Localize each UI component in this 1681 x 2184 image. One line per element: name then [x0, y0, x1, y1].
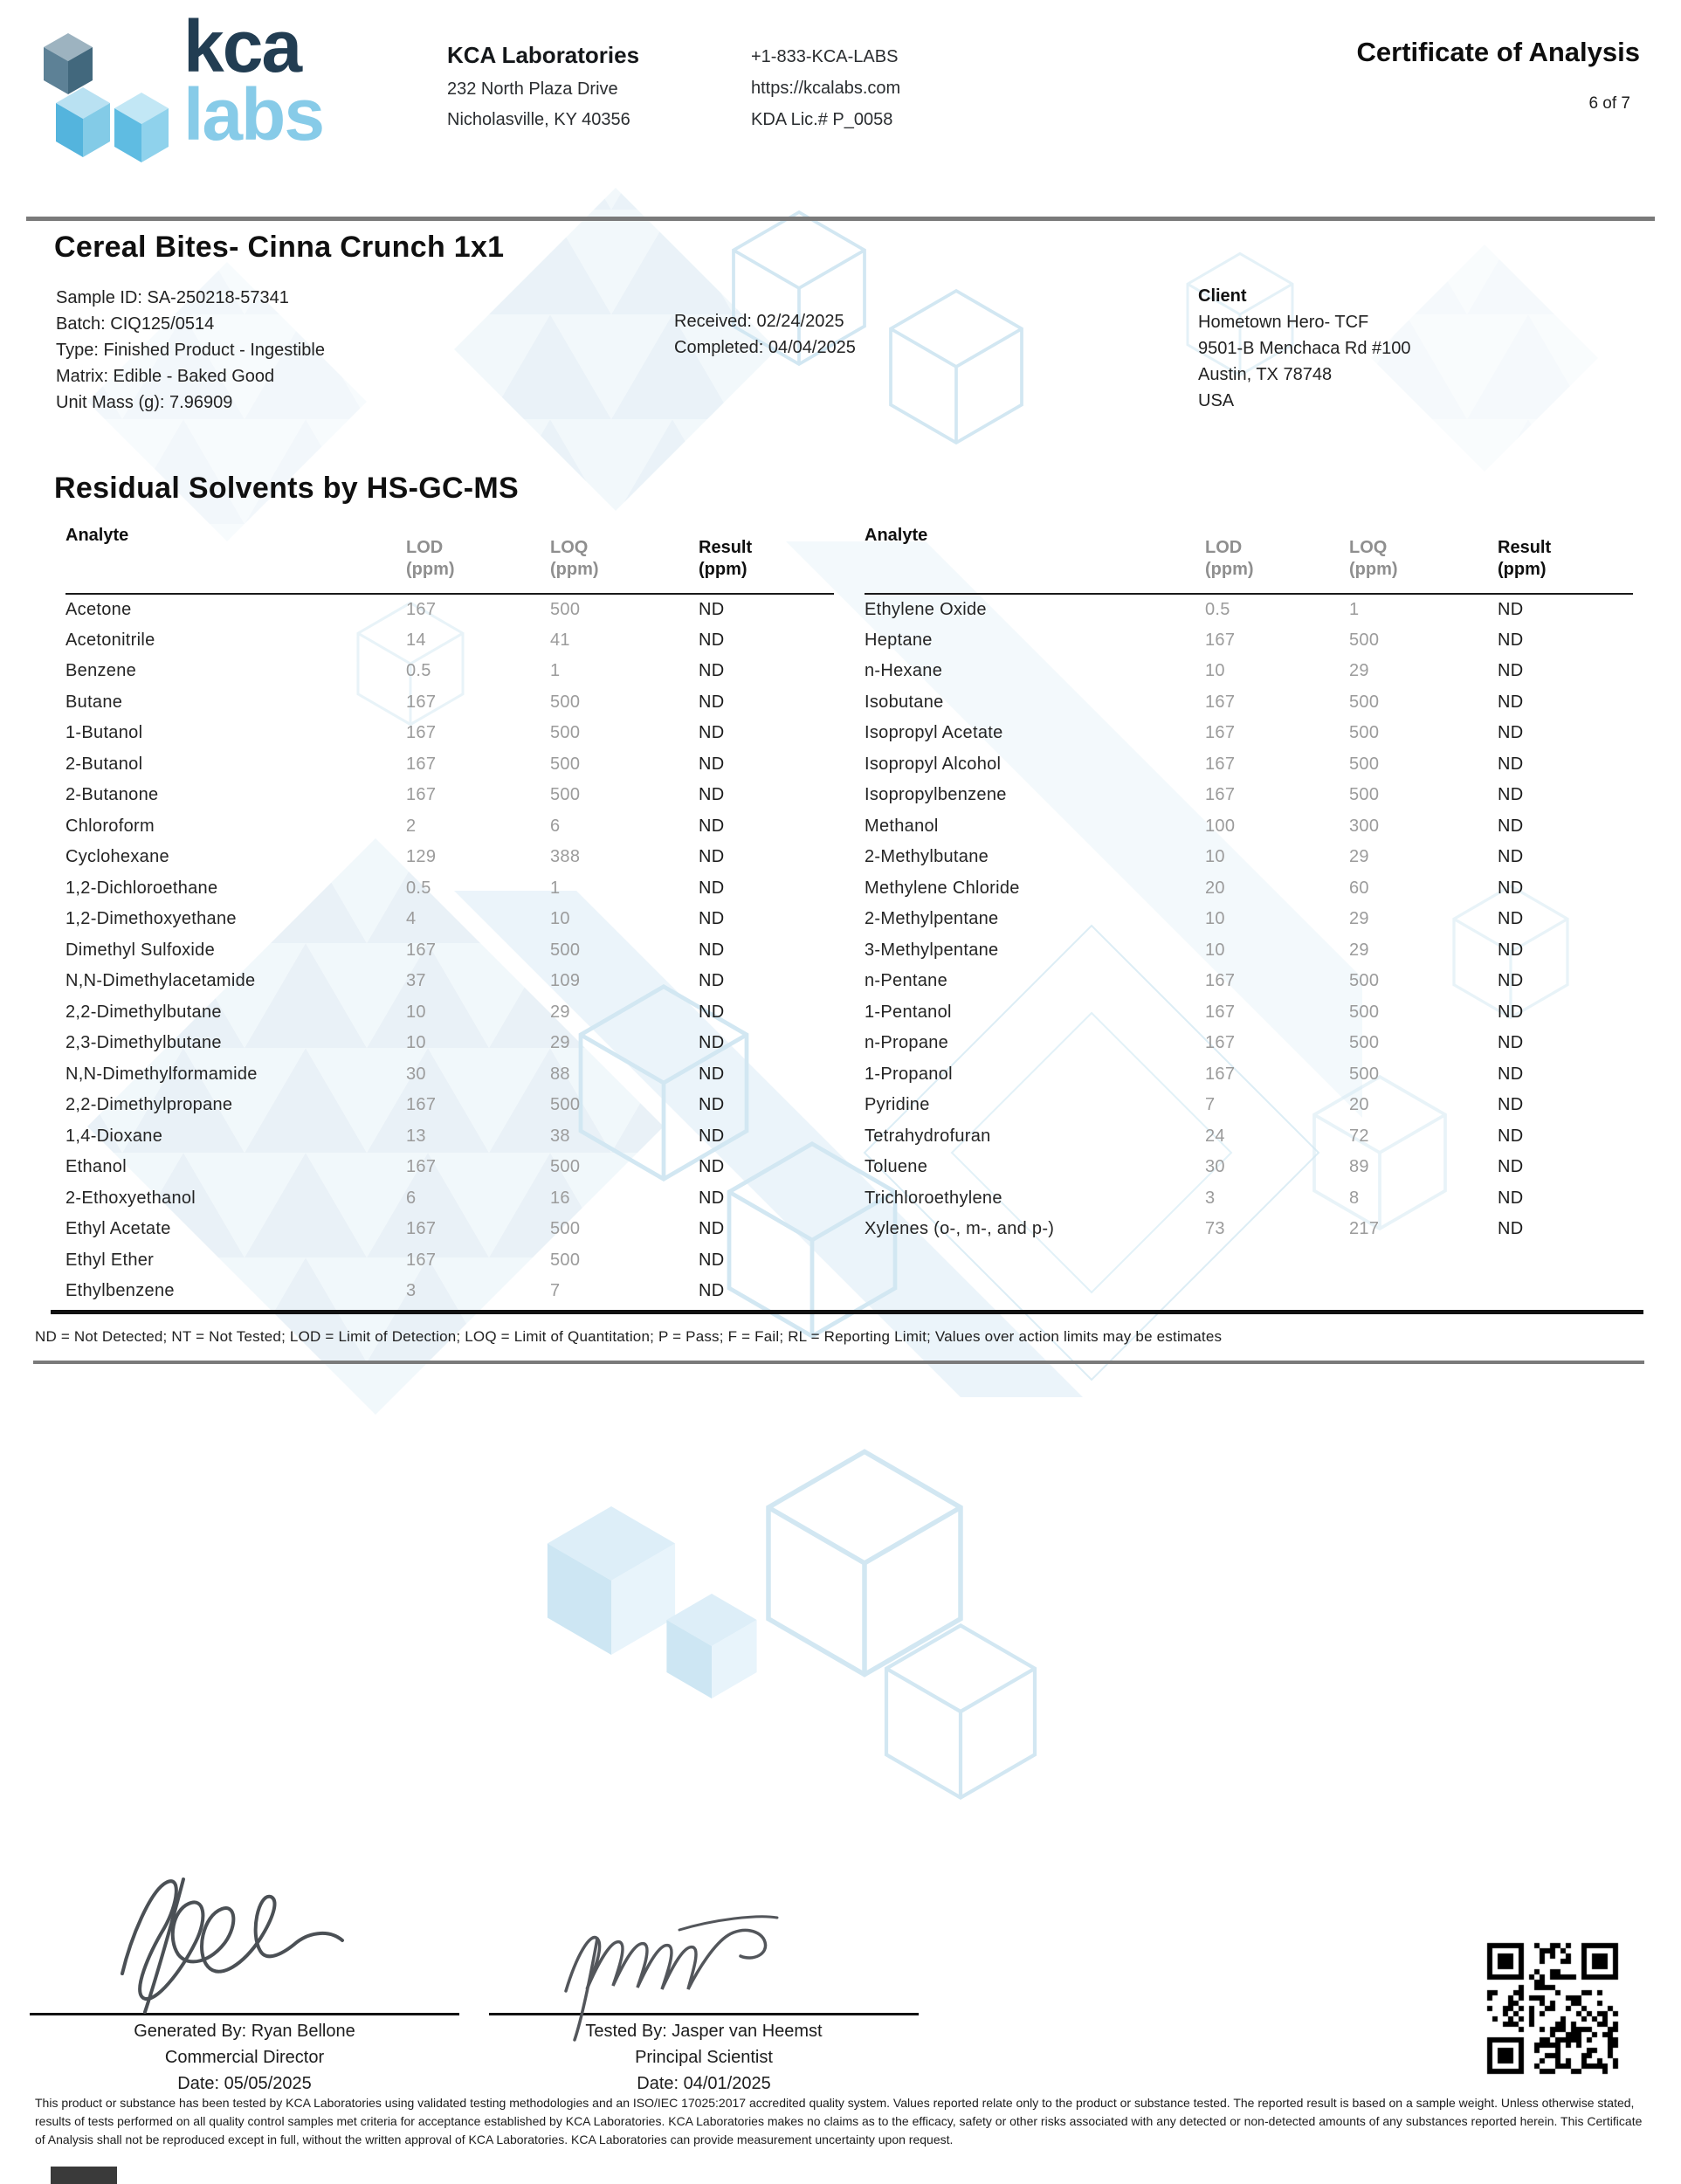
cell-analyte: Butane — [65, 692, 123, 712]
sample-matrix: Matrix: Edible - Baked Good — [56, 367, 275, 386]
cell-lod: 10 — [1205, 940, 1225, 960]
cell-result: ND — [1498, 785, 1524, 805]
cell-loq: 1 — [550, 878, 561, 898]
cell-analyte: N,N-Dimethylacetamide — [65, 971, 256, 991]
sample-info-block — [56, 288, 325, 419]
cell-lod: 167 — [1205, 1002, 1236, 1022]
table-body-right — [865, 594, 1633, 1245]
cell-result: ND — [1498, 630, 1524, 650]
cell-result: ND — [1498, 1219, 1524, 1239]
solvents-table-right — [865, 505, 1633, 1245]
generated-by-block — [30, 2022, 459, 2100]
section-title: Residual Solvents by HS-GC-MS — [54, 472, 520, 505]
cell-result: ND — [699, 1064, 725, 1084]
lab-website: https://kcalabs.com — [751, 79, 901, 98]
cell-result: ND — [1498, 1033, 1524, 1053]
kca-logo-wordmark — [183, 5, 324, 156]
note-divider — [33, 1361, 1644, 1364]
table-row — [65, 1090, 834, 1121]
cell-loq: 500 — [1349, 971, 1380, 991]
cell-loq: 500 — [1349, 785, 1380, 805]
cell-analyte: 1,2-Dimethoxyethane — [65, 909, 237, 929]
cell-lod: 3 — [1205, 1188, 1216, 1208]
cell-loq: 500 — [550, 599, 581, 619]
cell-result: ND — [699, 1188, 725, 1208]
cell-lod: 167 — [1205, 1064, 1236, 1084]
sample-batch: Batch: CIQ125/0514 — [56, 314, 215, 334]
table-row — [865, 656, 1633, 687]
table-row — [865, 1152, 1633, 1183]
cell-lod: 10 — [1205, 847, 1225, 867]
cell-analyte: Methylene Chloride — [865, 878, 1020, 898]
client-city: Austin, TX 78748 — [1198, 365, 1333, 384]
received-date: Received: 02/24/2025 — [674, 312, 844, 331]
cell-lod: 167 — [406, 785, 437, 805]
client-name: Hometown Hero- TCF — [1198, 313, 1369, 332]
cell-lod: 167 — [406, 1219, 437, 1239]
cell-result: ND — [699, 1095, 725, 1115]
cell-loq: 500 — [1349, 1033, 1380, 1053]
cell-result: ND — [699, 630, 725, 650]
generated-by-name: Generated By: Ryan Bellone — [134, 2022, 355, 2041]
cell-lod: 24 — [1205, 1126, 1225, 1146]
table-row — [865, 997, 1633, 1029]
cell-lod: 167 — [1205, 754, 1236, 774]
cell-analyte: 2-Butanol — [65, 754, 143, 774]
cell-loq: 500 — [550, 692, 581, 712]
logo-text-labs: labs — [183, 73, 324, 156]
cell-loq: 500 — [550, 1095, 581, 1115]
cell-lod: 10 — [1205, 661, 1225, 681]
cell-result: ND — [1498, 754, 1524, 774]
table-row — [65, 842, 834, 873]
solvents-table-left — [65, 505, 834, 1307]
cell-lod: 167 — [1205, 692, 1236, 712]
cell-lod: 100 — [1205, 816, 1236, 836]
tested-by-date: Date: 04/01/2025 — [637, 2074, 771, 2093]
cell-lod: 0.5 — [406, 661, 431, 681]
cell-analyte: Acetonitrile — [65, 630, 155, 650]
cell-result: ND — [699, 785, 725, 805]
cell-analyte: Heptane — [865, 630, 933, 650]
cell-loq: 500 — [550, 1219, 581, 1239]
table-row — [65, 904, 834, 935]
cell-analyte: 1,2-Dichloroethane — [65, 878, 218, 898]
table-row — [865, 811, 1633, 843]
table-row — [865, 780, 1633, 811]
table-row — [65, 1152, 834, 1183]
cell-analyte: Acetone — [65, 599, 132, 619]
sample-type: Type: Finished Product - Ingestible — [56, 341, 325, 360]
cell-lod: 30 — [1205, 1157, 1225, 1177]
abbreviation-note: ND = Not Detected; NT = Not Tested; LOD = Limit of Detection; LOQ = Limit of Quantitation; P = Pass; F = Fail; RL = Reporting Limit; Values over action limits may be estimates — [35, 1328, 1223, 1345]
cell-loq: 29 — [1349, 940, 1369, 960]
cell-loq: 1 — [1349, 599, 1360, 619]
table-row — [65, 966, 834, 997]
cell-result: ND — [1498, 1157, 1524, 1177]
table-row — [865, 687, 1633, 719]
cell-analyte: Cyclohexane — [65, 847, 169, 867]
client-country: USA — [1198, 391, 1235, 410]
cell-result: ND — [1498, 971, 1524, 991]
cell-analyte: 2-Methylbutane — [865, 847, 989, 867]
cell-result: ND — [1498, 940, 1524, 960]
cell-lod: 20 — [1205, 878, 1225, 898]
cell-analyte: Dimethyl Sulfoxide — [65, 940, 216, 960]
cell-result: ND — [1498, 1188, 1524, 1208]
table-row — [65, 1183, 834, 1215]
cell-loq: 29 — [1349, 909, 1369, 929]
cell-lod: 0.5 — [1205, 599, 1230, 619]
cell-lod: 30 — [406, 1064, 426, 1084]
client-address: 9501-B Menchaca Rd #100 — [1198, 339, 1411, 358]
cell-loq: 500 — [1349, 723, 1380, 743]
table-bottom-divider — [51, 1310, 1643, 1314]
col-header-result: Result (ppm) — [1498, 505, 1633, 594]
cell-result: ND — [699, 971, 725, 991]
table-row — [65, 1214, 834, 1245]
cell-analyte: Pyridine — [865, 1095, 930, 1115]
table-row — [65, 656, 834, 687]
cell-analyte: N,N-Dimethylformamide — [65, 1064, 258, 1084]
table-row — [65, 1059, 834, 1091]
cell-analyte: 1-Pentanol — [865, 1002, 952, 1022]
table-row — [65, 935, 834, 967]
cell-lod: 167 — [406, 754, 437, 774]
cell-result: ND — [1498, 816, 1524, 836]
cell-lod: 167 — [406, 1157, 437, 1177]
col-header-result: Result (ppm) — [699, 505, 834, 594]
table-row — [65, 687, 834, 719]
table-row — [65, 1276, 834, 1307]
cell-result: ND — [699, 847, 725, 867]
cell-result: ND — [699, 1250, 725, 1270]
table-row — [65, 997, 834, 1029]
cell-result: ND — [699, 878, 725, 898]
table-row — [865, 1090, 1633, 1121]
cell-loq: 500 — [1349, 692, 1380, 712]
cell-analyte: Trichloroethylene — [865, 1188, 1002, 1208]
cell-loq: 500 — [1349, 1064, 1380, 1084]
cell-loq: 500 — [1349, 754, 1380, 774]
cell-analyte: Ethylene Oxide — [865, 599, 987, 619]
cell-analyte: n-Propane — [865, 1033, 949, 1053]
page-number: 6 of 7 — [1588, 94, 1630, 113]
cell-lod: 6 — [406, 1188, 417, 1208]
cell-loq: 109 — [550, 971, 581, 991]
cell-loq: 88 — [550, 1064, 570, 1084]
cell-loq: 6 — [550, 816, 561, 836]
cell-analyte: Isopropylbenzene — [865, 785, 1007, 805]
cell-analyte: 1-Propanol — [865, 1064, 953, 1084]
table-header-row — [65, 505, 834, 594]
cell-loq: 41 — [550, 630, 570, 650]
footer-mark — [51, 2167, 117, 2184]
cell-result: ND — [699, 692, 725, 712]
cell-lod: 167 — [1205, 723, 1236, 743]
client-block — [1198, 286, 1411, 417]
cell-lod: 10 — [406, 1002, 426, 1022]
cell-lod: 167 — [1205, 971, 1236, 991]
cell-result: ND — [699, 723, 725, 743]
table-row — [865, 1183, 1633, 1215]
kca-logo-cubes-icon — [26, 31, 175, 187]
cell-result: ND — [699, 1281, 725, 1301]
cell-analyte: Benzene — [65, 661, 137, 681]
completed-date: Completed: 04/04/2025 — [674, 338, 856, 357]
cell-analyte: n-Hexane — [865, 661, 943, 681]
cell-result: ND — [1498, 1064, 1524, 1084]
cell-lod: 10 — [406, 1033, 426, 1053]
cell-loq: 38 — [550, 1126, 570, 1146]
lab-name: KCA Laboratories — [447, 42, 640, 68]
generated-by-role: Commercial Director — [164, 2048, 325, 2067]
qr-code — [1486, 1942, 1619, 2075]
cell-analyte: Isobutane — [865, 692, 944, 712]
cell-result: ND — [699, 661, 725, 681]
cell-result: ND — [699, 816, 725, 836]
cell-lod: 0.5 — [406, 878, 431, 898]
cell-loq: 300 — [1349, 816, 1380, 836]
table-row — [65, 780, 834, 811]
cell-analyte: Isopropyl Alcohol — [865, 754, 1002, 774]
table-row — [865, 1214, 1633, 1245]
cell-loq: 500 — [550, 1250, 581, 1270]
table-row — [65, 625, 834, 657]
generated-by-signature-icon — [96, 1858, 393, 2020]
cell-analyte: Toluene — [865, 1157, 928, 1177]
sample-unit-mass: Unit Mass (g): 7.96909 — [56, 393, 233, 412]
cell-loq: 500 — [550, 940, 581, 960]
cell-analyte: n-Pentane — [865, 971, 947, 991]
sample-id: Sample ID: SA-250218-57341 — [56, 288, 289, 307]
cell-analyte: Xylenes (o-, m-, and p-) — [865, 1219, 1055, 1239]
cell-loq: 89 — [1349, 1157, 1369, 1177]
document-title: Certificate of Analysis — [1356, 37, 1640, 67]
cell-lod: 73 — [1205, 1219, 1225, 1239]
cell-analyte: 1-Butanol — [65, 723, 143, 743]
cell-loq: 500 — [1349, 630, 1380, 650]
cell-loq: 16 — [550, 1188, 570, 1208]
cell-lod: 167 — [1205, 1033, 1236, 1053]
cell-loq: 8 — [1349, 1188, 1360, 1208]
cell-loq: 60 — [1349, 878, 1369, 898]
lab-contact-block — [751, 47, 900, 141]
lab-license: KDA Lic.# P_0058 — [751, 110, 893, 129]
table-header-row — [865, 505, 1633, 594]
generated-by-date: Date: 05/05/2025 — [177, 2074, 312, 2093]
cell-result: ND — [1498, 847, 1524, 867]
cell-result: ND — [1498, 599, 1524, 619]
cell-result: ND — [1498, 1002, 1524, 1022]
cell-analyte: Chloroform — [65, 816, 155, 836]
cell-loq: 72 — [1349, 1126, 1369, 1146]
cell-loq: 29 — [550, 1002, 570, 1022]
cell-analyte: 2-Methylpentane — [865, 909, 999, 929]
cell-loq: 20 — [1349, 1095, 1369, 1115]
cell-lod: 167 — [1205, 630, 1236, 650]
cell-analyte: Tetrahydrofuran — [865, 1126, 991, 1146]
cell-lod: 4 — [406, 909, 417, 929]
header-divider — [26, 217, 1655, 221]
table-row — [65, 1028, 834, 1059]
cell-lod: 167 — [406, 940, 437, 960]
cell-analyte: 2-Ethoxyethanol — [65, 1188, 196, 1208]
cell-loq: 500 — [550, 723, 581, 743]
cell-loq: 10 — [550, 909, 570, 929]
cell-loq: 29 — [550, 1033, 570, 1053]
cell-result: ND — [1498, 723, 1524, 743]
table-row — [65, 1121, 834, 1153]
cell-analyte: Ethylbenzene — [65, 1281, 175, 1301]
lab-address-line1: 232 North Plaza Drive — [447, 79, 618, 99]
cell-lod: 3 — [406, 1281, 417, 1301]
cell-analyte: Ethanol — [65, 1157, 127, 1177]
cell-analyte: 3-Methylpentane — [865, 940, 999, 960]
table-row — [865, 1028, 1633, 1059]
cell-lod: 129 — [406, 847, 437, 867]
cell-analyte: 2,3-Dimethylbutane — [65, 1033, 222, 1053]
cell-loq: 388 — [550, 847, 581, 867]
table-row — [65, 718, 834, 749]
cell-loq: 500 — [550, 1157, 581, 1177]
table-body-left — [65, 594, 834, 1307]
cell-result: ND — [699, 940, 725, 960]
cell-result: ND — [1498, 1126, 1524, 1146]
cell-loq: 500 — [550, 754, 581, 774]
cell-lod: 167 — [1205, 785, 1236, 805]
table-row — [65, 749, 834, 781]
table-row — [865, 873, 1633, 905]
cell-lod: 167 — [406, 723, 437, 743]
col-header-analyte: Analyte — [865, 505, 1205, 594]
cell-result: ND — [699, 909, 725, 929]
lab-address-block — [447, 42, 639, 141]
cell-lod: 14 — [406, 630, 426, 650]
cell-analyte: 2,2-Dimethylpropane — [65, 1095, 233, 1115]
cell-lod: 167 — [406, 599, 437, 619]
table-row — [65, 873, 834, 905]
cell-loq: 217 — [1349, 1219, 1380, 1239]
tested-by-name: Tested By: Jasper van Heemst — [585, 2022, 823, 2041]
cell-result: ND — [699, 1126, 725, 1146]
cell-lod: 13 — [406, 1126, 426, 1146]
lab-phone: +1-833-KCA-LABS — [751, 47, 899, 66]
cell-lod: 167 — [406, 1095, 437, 1115]
cell-result: ND — [1498, 878, 1524, 898]
cell-result: ND — [699, 1002, 725, 1022]
cell-analyte: Isopropyl Acetate — [865, 723, 1003, 743]
cell-loq: 1 — [550, 661, 561, 681]
cell-analyte: 1,4-Dioxane — [65, 1126, 163, 1146]
lab-address-line2: Nicholasville, KY 40356 — [447, 110, 630, 129]
product-title: Cereal Bites- Cinna Crunch 1x1 — [54, 231, 505, 264]
cell-lod: 167 — [406, 1250, 437, 1270]
cell-result: ND — [1498, 692, 1524, 712]
cell-lod: 167 — [406, 692, 437, 712]
table-row — [865, 594, 1633, 625]
table-row — [865, 1121, 1633, 1153]
cell-result: ND — [699, 1033, 725, 1053]
cell-loq: 29 — [1349, 847, 1369, 867]
cell-lod: 7 — [1205, 1095, 1216, 1115]
cell-result: ND — [699, 754, 725, 774]
table-row — [65, 1245, 834, 1277]
client-heading: Client — [1198, 286, 1247, 306]
tested-by-signature-icon — [548, 1869, 845, 2043]
cell-result: ND — [1498, 1095, 1524, 1115]
col-header-analyte: Analyte — [65, 505, 406, 594]
cell-result: ND — [699, 1157, 725, 1177]
table-row — [865, 718, 1633, 749]
table-row — [65, 594, 834, 625]
table-row — [865, 1059, 1633, 1091]
cell-loq: 500 — [1349, 1002, 1380, 1022]
cell-lod: 10 — [1205, 909, 1225, 929]
cell-result: ND — [1498, 661, 1524, 681]
cell-analyte: Ethyl Acetate — [65, 1219, 171, 1239]
col-header-lod: LOD (ppm) — [406, 505, 550, 594]
cell-analyte: 2-Butanone — [65, 785, 159, 805]
cell-result: ND — [699, 1219, 725, 1239]
cell-loq: 500 — [550, 785, 581, 805]
cell-loq: 29 — [1349, 661, 1369, 681]
cell-result: ND — [699, 599, 725, 619]
cell-analyte: 2,2-Dimethylbutane — [65, 1002, 222, 1022]
cell-lod: 37 — [406, 971, 426, 991]
table-row — [865, 904, 1633, 935]
col-header-lod: LOD (ppm) — [1205, 505, 1349, 594]
cell-loq: 7 — [550, 1281, 561, 1301]
col-header-loq: LOQ (ppm) — [550, 505, 699, 594]
table-row — [865, 749, 1633, 781]
dates-block — [674, 312, 856, 364]
cell-analyte: Ethyl Ether — [65, 1250, 155, 1270]
table-row — [865, 625, 1633, 657]
cell-result: ND — [1498, 909, 1524, 929]
col-header-loq: LOQ (ppm) — [1349, 505, 1498, 594]
cell-analyte: Methanol — [865, 816, 939, 836]
table-row — [865, 966, 1633, 997]
table-row — [65, 811, 834, 843]
table-row — [865, 935, 1633, 967]
table-row — [865, 842, 1633, 873]
tested-by-role: Principal Scientist — [635, 2048, 773, 2067]
cell-lod: 2 — [406, 816, 417, 836]
disclaimer-text: This product or substance has been tested by KCA Laboratories using validated testing methodologies and an ISO/IEC 17025:2017 accredited quality system. Values reported relate only to the product or substance tested. The reported result is based on a sample weight. Unless otherwise stated, results of tests performed on all quality control samples met criteria for acceptance established by KCA Laboratories. KCA Laboratories makes no claims as to the efficacy, safety or other risks associated with any detected or non-detected amounts of any substances reported herein. This Certificate of Analysis shall not be reproduced except in full, without the written approval of KCA Laboratories. KCA Laboratories can provide measurement uncertainty upon request. — [35, 2096, 1643, 2146]
logo-text-kca: kca — [183, 5, 301, 87]
